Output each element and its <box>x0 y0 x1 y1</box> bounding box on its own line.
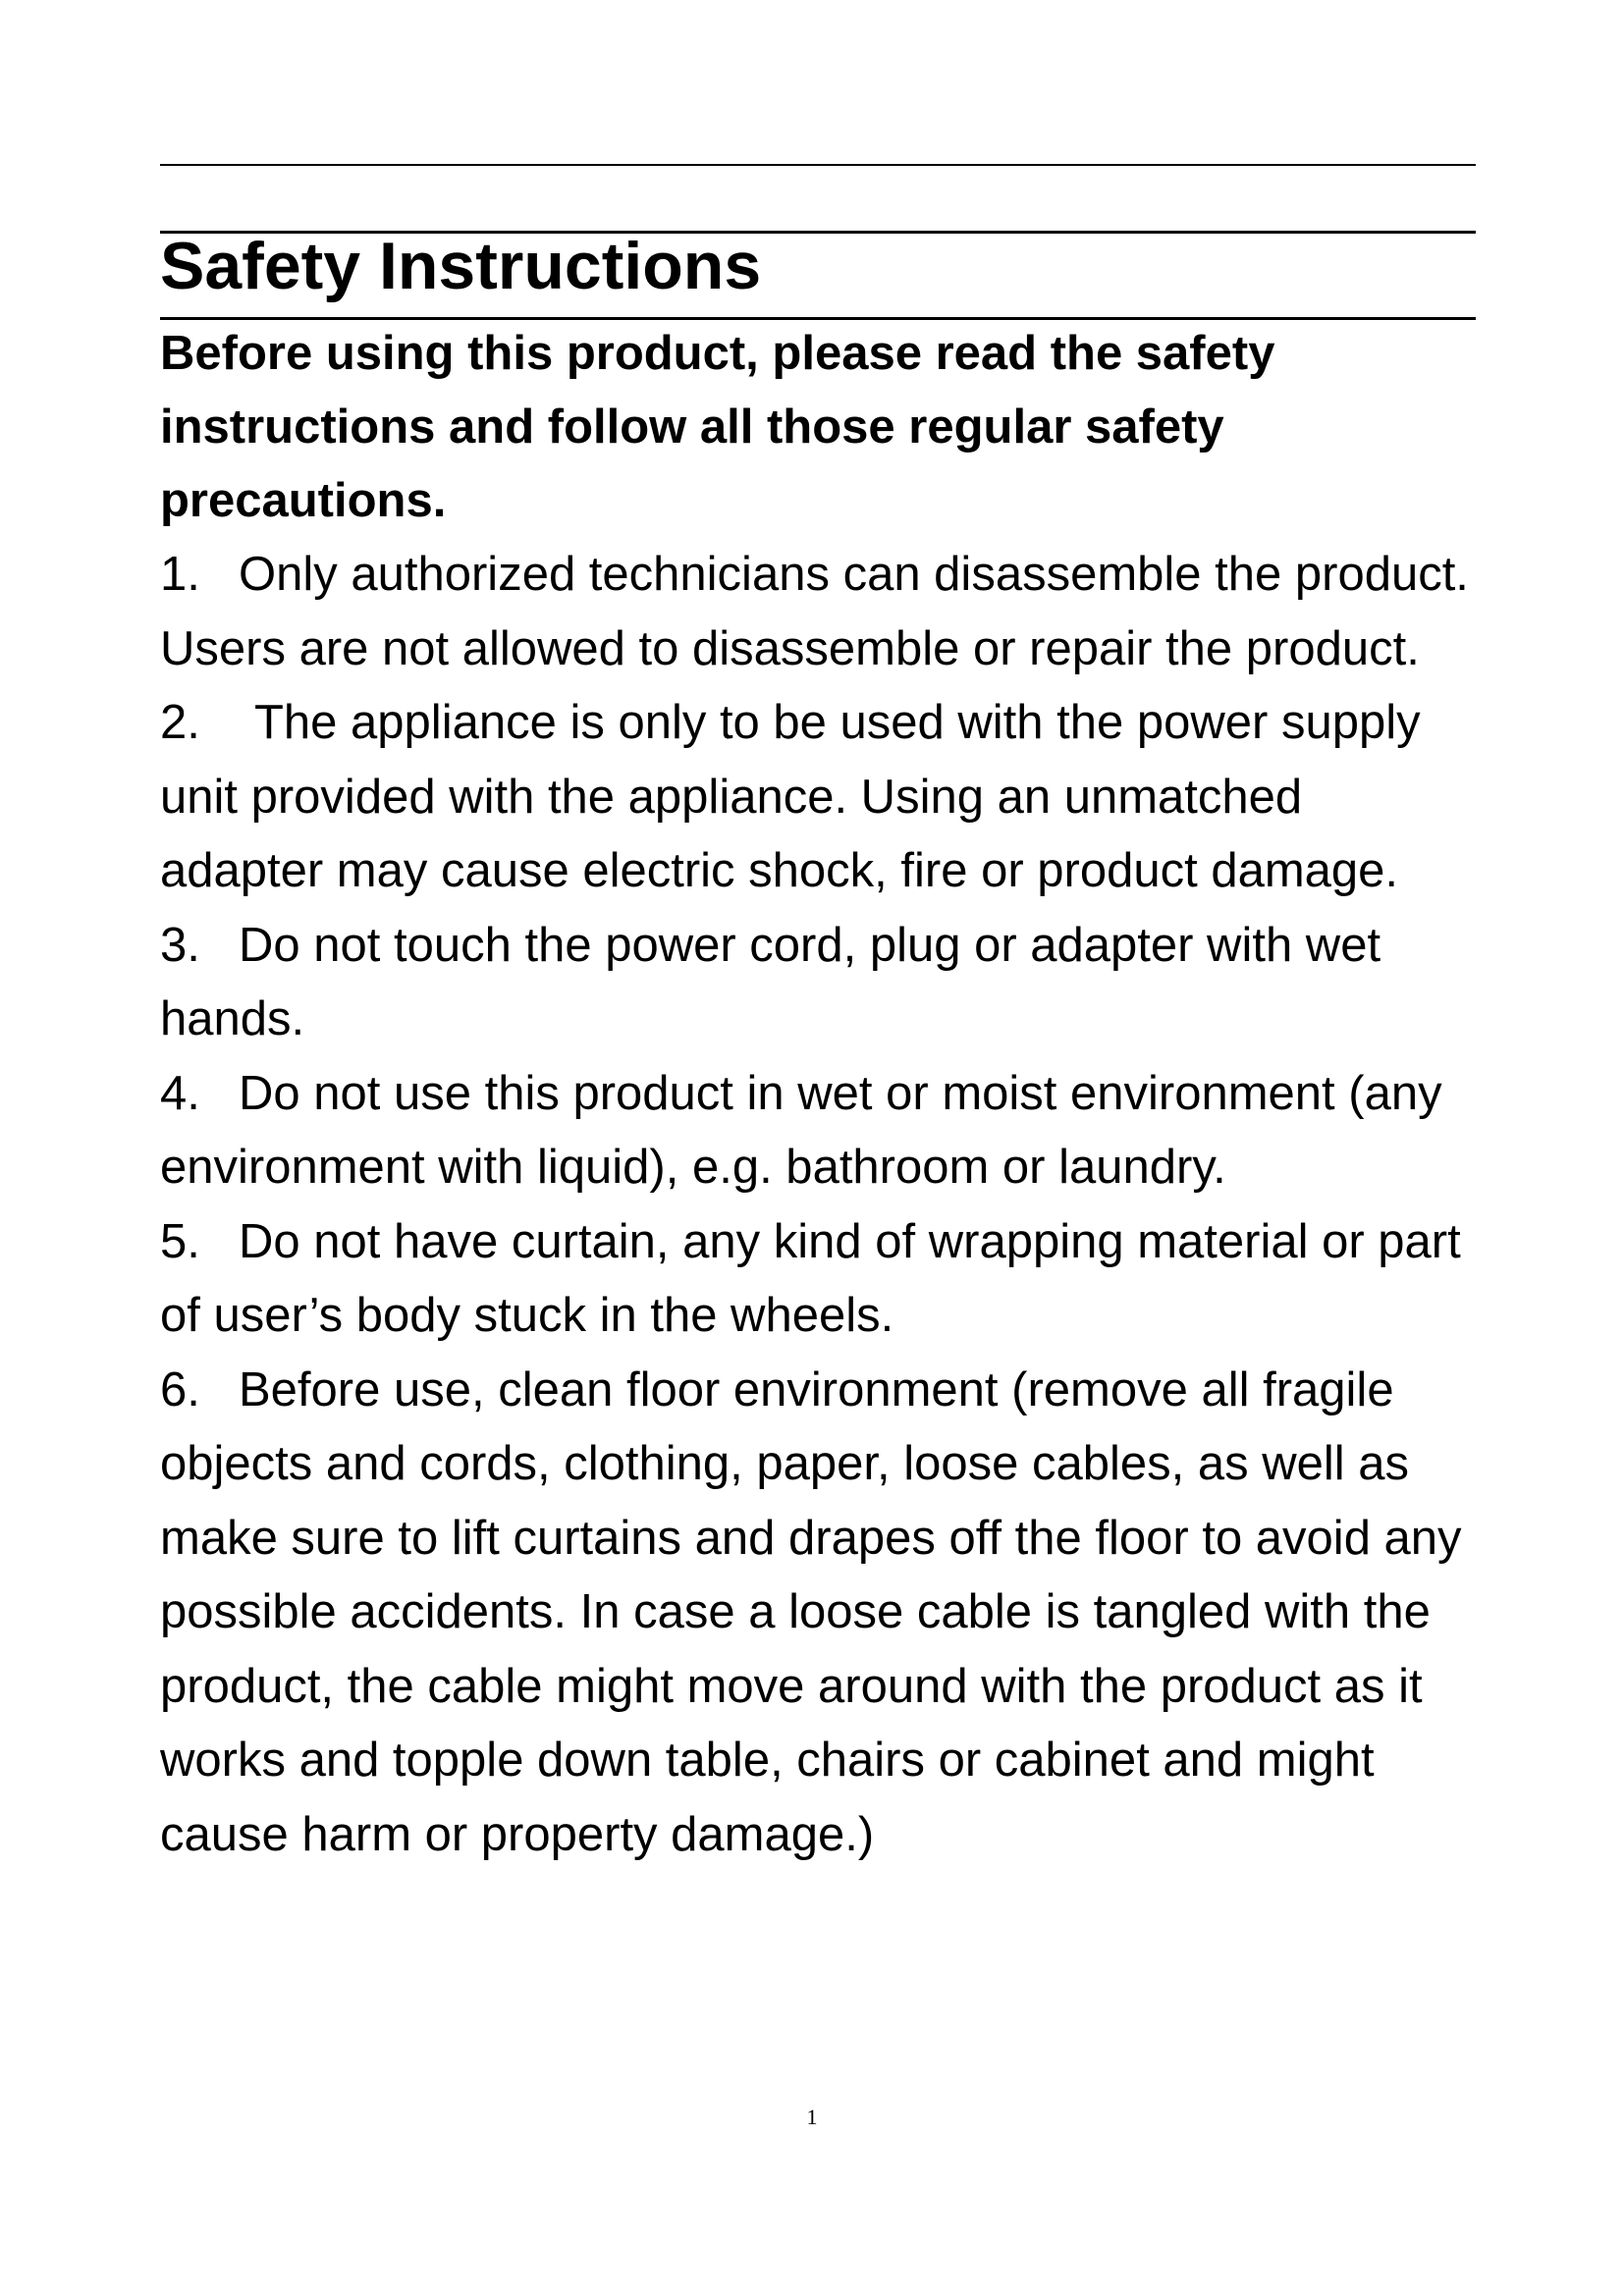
list-item <box>160 538 1476 686</box>
document-body <box>160 317 1476 1872</box>
list-item-number: 5. <box>160 1214 200 1268</box>
list-item-number: 4. <box>160 1066 200 1120</box>
safety-list <box>160 538 1476 1872</box>
list-item-number: 2. <box>160 696 200 749</box>
list-item <box>160 1057 1476 1205</box>
list-item-text: Before use, clean floor environment (remove all fragile objects and cords, clothing, paper, loose cables, as well as make sure to lift curtains and drapes off the floor to avoid any possible accidents. In case a loose cable is tangled with the product, the cable might move around with the product as it works and topple down table, chairs or cabinet and might cause harm or property damage.) <box>160 1362 1462 1861</box>
list-item <box>160 1205 1476 1354</box>
list-item-text: Only authorized technicians can disassemble the product. Users are not allowed to disassemble or repair the product. <box>160 548 1469 675</box>
page-title: Safety Instructions <box>160 229 762 303</box>
page-number: 1 <box>806 2105 818 2129</box>
intro-paragraph: Before using this product, please read the safety instructions and follow all those regular safety precautions. <box>160 327 1275 527</box>
list-item-number: 3. <box>160 918 200 972</box>
list-item <box>160 686 1476 909</box>
list-item <box>160 1354 1476 1873</box>
header-rule <box>160 164 1476 166</box>
list-item-number: 1. <box>160 548 200 601</box>
list-item <box>160 909 1476 1057</box>
list-item-number: 6. <box>160 1362 200 1416</box>
list-item-text: Do not touch the power cord, plug or adapter with wet hands. <box>160 918 1381 1045</box>
list-item-text: The appliance is only to be used with the power supply unit provided with the appliance. Using an unmatched adapter may cause electric shock, fire or product damage. <box>160 696 1421 897</box>
list-item-text: Do not use this product in wet or moist environment (any environment with liquid), e.g. bathroom or laundry. <box>160 1066 1442 1194</box>
list-item-text: Do not have curtain, any kind of wrapping material or part of user’s body stuck in the wheels. <box>160 1214 1461 1342</box>
